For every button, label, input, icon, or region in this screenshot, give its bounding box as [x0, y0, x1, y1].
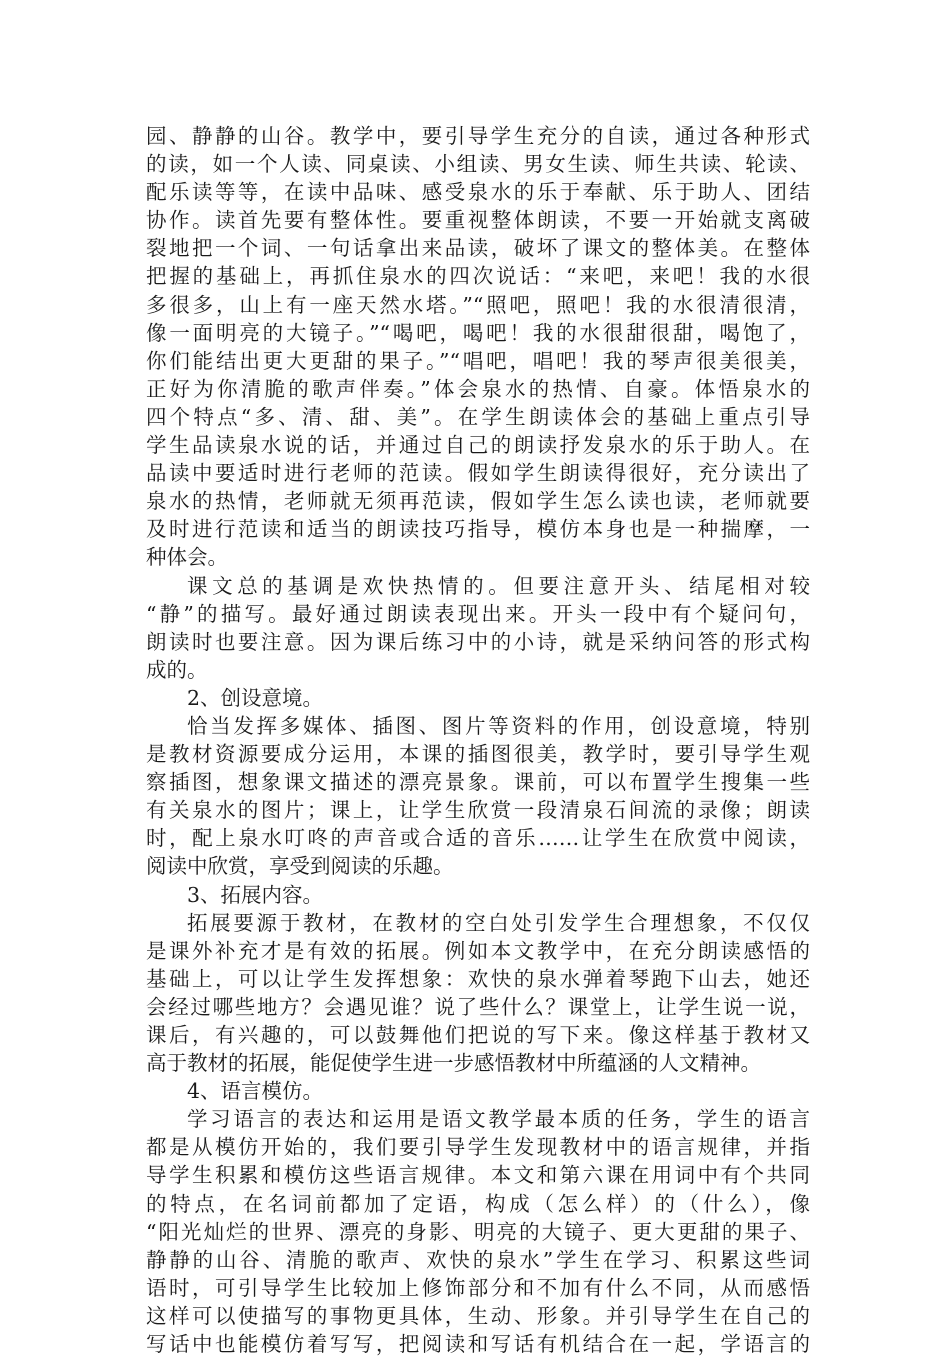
- text-line: 恰当发挥多媒体、插图、图片等资料的作用，创设意境，特别: [187, 713, 810, 738]
- text-line: 像一面明亮的大镜子。”“喝吧，喝吧！我的水很甜很甜，喝饱了，: [146, 320, 810, 345]
- text-line: 时，配上泉水叮咚的声音或合适的音乐……让学生在欣赏中阅读，: [146, 826, 810, 851]
- text-line: 四个特点“多、清、甜、美”。在学生朗读体会的基础上重点引导: [146, 404, 810, 429]
- text-line: 4、语言模仿。: [187, 1079, 324, 1104]
- text-line: 是课外补充才是有效的拓展。例如本文教学中，在充分朗读感悟的: [146, 938, 810, 963]
- text-line: 种体会。: [146, 545, 228, 570]
- text-line: 阅读中欣赏，享受到阅读的乐趣。: [146, 854, 454, 879]
- text-line: 裂地把一个词、一句话拿出来品读，破坏了课文的整体美。在整体: [146, 236, 810, 261]
- text-line: 学习语言的表达和运用是语文教学最本质的任务，学生的语言: [187, 1107, 810, 1132]
- text-line: 多很多，山上有一座天然水塔。”“照吧，照吧！我的水很清很清，: [146, 292, 810, 317]
- text-line: 课后，有兴趣的，可以鼓舞他们把说的写下来。像这样基于教材又: [146, 1023, 810, 1047]
- text-line: 及时进行范读和适当的朗读技巧指导，模仿本身也是一种揣摩，一: [146, 517, 810, 542]
- text-line: 有关泉水的图片；课上，让学生欣赏一段清泉石间流的录像；朗读: [146, 798, 810, 823]
- text-line: 拓展要源于教材，在教材的空白处引发学生合理想象，不仅仅: [187, 910, 810, 935]
- text-line: 课文总的基调是欢快热情的。但要注意开头、结尾相对较: [187, 573, 810, 598]
- text-line: 园、静静的山谷。教学中，要引导学生充分的自读，通过各种形式: [146, 124, 810, 148]
- text-line: 察插图，想象课文描述的漂亮景象。课前，可以布置学生搜集一些: [146, 770, 810, 795]
- text-line: 品读中要适时进行老师的范读。假如学生朗读得很好，充分读出了: [146, 461, 810, 486]
- text-line: 导学生积累和模仿这些语言规律。本文和第六课在用词中有个共同: [146, 1163, 810, 1188]
- text-line: 静静的山谷、清脆的歌声、欢快的泉水”学生在学习、积累这些词: [146, 1247, 810, 1272]
- text-line: 基础上，可以让学生发挥想象：欢快的泉水弹着琴跑下山去，她还: [146, 966, 810, 991]
- text-line: 3、拓展内容。: [187, 882, 324, 907]
- text-line: 高于教材的拓展，能促使学生进一步感悟教材中所蕴涵的人文精神。: [146, 1051, 761, 1076]
- text-line: 都是从模仿开始的，我们要引导学生发现教材中的语言规律，并指: [146, 1135, 810, 1160]
- text-line: 的读，如一个人读、同桌读、小组读、男女生读、师生共读、轮读、: [146, 152, 810, 177]
- text-line: 学生品读泉水说的话，并通过自己的朗读抒发泉水的乐于助人。在: [146, 433, 810, 458]
- text-line: 配乐读等等，在读中品味、感受泉水的乐于奉献、乐于助人、团结: [146, 180, 810, 205]
- text-line: 朗读时也要注意。因为课后练习中的小诗，就是采纳问答的形式构: [146, 629, 810, 654]
- text-line: 这样可以使描写的事物更具体，生动、形象。并引导学生在自己的: [146, 1303, 810, 1328]
- text-line: 成的。: [146, 657, 208, 682]
- text-line: 2、创设意境。: [187, 685, 324, 710]
- text-line: 你们能结出更大更甜的果子。”“唱吧，唱吧！我的琴声很美很美，: [146, 348, 810, 373]
- text-line: “阳光灿烂的世界、漂亮的身影、明亮的大镜子、更大更甜的果子、: [146, 1219, 810, 1244]
- text-line: 语时，可引导学生比较加上修饰部分和不加有什么不同，从而感悟: [146, 1275, 810, 1300]
- body-text: [146, 122, 810, 1358]
- text-line: 正好为你清脆的歌声伴奏。”体会泉水的热情、自豪。体悟泉水的: [146, 376, 810, 401]
- text-line: 把握的基础上，再抓住泉水的四次说话：“来吧，来吧！我的水很: [146, 264, 810, 289]
- text-line: 的特点，在名词前都加了定语，构成（怎么样）的（什么），像: [146, 1191, 810, 1216]
- text-line: “静”的描写。最好通过朗读表现出来。开头一段中有个疑问句，: [146, 601, 810, 626]
- text-line: 是教材资源要成分运用，本课的插图很美，教学时，要引导学生观: [146, 742, 810, 767]
- text-line: 会经过哪些地方？会遇见谁？说了些什么？课堂上，让学生说一说，: [146, 994, 810, 1019]
- text-line: 泉水的热情，老师就无须再范读，假如学生怎么读也读，老师就要: [146, 489, 810, 514]
- text-line: 写话中也能模仿着写写，把阅读和写话有机结合在一起，学语言的: [146, 1332, 810, 1357]
- text-line: 协作。读首先要有整体性。要重视整体朗读，不要一开始就支离破: [146, 208, 810, 233]
